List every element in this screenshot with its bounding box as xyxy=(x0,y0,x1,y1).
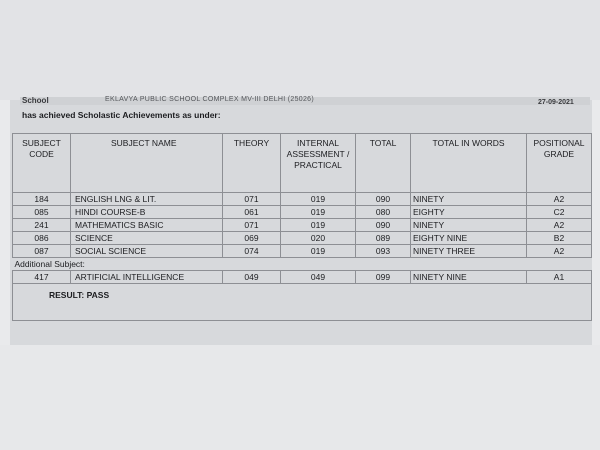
col-total-words: TOTAL IN WORDS xyxy=(411,134,527,193)
table-row xyxy=(13,245,592,258)
total-marks: 099 xyxy=(356,271,411,284)
col-subject-name: SUBJECT NAME xyxy=(71,134,223,193)
positional-grade: A2 xyxy=(527,193,592,206)
positional-grade: A2 xyxy=(527,245,592,258)
result-text: RESULT: PASS xyxy=(13,284,592,321)
total-in-words: EIGHTY NINE xyxy=(411,232,527,245)
theory-marks: 071 xyxy=(223,219,281,232)
total-marks: 089 xyxy=(356,232,411,245)
theory-marks: 069 xyxy=(223,232,281,245)
theory-marks: 074 xyxy=(223,245,281,258)
subject-name: HINDI COURSE-B xyxy=(71,206,223,219)
internal-marks: 020 xyxy=(281,232,356,245)
positional-grade: A1 xyxy=(527,271,592,284)
total-in-words: EIGHTY xyxy=(411,206,527,219)
internal-marks: 019 xyxy=(281,245,356,258)
positional-grade: C2 xyxy=(527,206,592,219)
positional-grade: A2 xyxy=(527,219,592,232)
subject-name: ENGLISH LNG & LIT. xyxy=(71,193,223,206)
subject-code: 184 xyxy=(13,193,71,206)
additional-subject-row xyxy=(13,258,592,271)
internal-marks: 019 xyxy=(281,193,356,206)
school-name: EKLAVYA PUBLIC SCHOOL COMPLEX MV-III DELHI (25026) xyxy=(105,96,314,103)
total-marks: 093 xyxy=(356,245,411,258)
issue-date: 27-09-2021 xyxy=(538,99,574,106)
internal-marks: 019 xyxy=(281,219,356,232)
subject-code: 417 xyxy=(13,271,71,284)
total-in-words: NINETY xyxy=(411,219,527,232)
total-marks: 090 xyxy=(356,193,411,206)
total-in-words: NINETY xyxy=(411,193,527,206)
additional-subject-label: Additional Subject: xyxy=(13,258,592,271)
theory-marks: 049 xyxy=(223,271,281,284)
background-bottom xyxy=(0,345,600,450)
intro-text: has achieved Scholastic Achievements as under: xyxy=(22,110,221,120)
background-top xyxy=(0,0,600,100)
subject-code: 087 xyxy=(13,245,71,258)
table-row xyxy=(13,271,592,284)
subject-code: 085 xyxy=(13,206,71,219)
table-row xyxy=(13,193,592,206)
marks-table xyxy=(12,133,592,321)
subject-code: 086 xyxy=(13,232,71,245)
col-theory: THEORY xyxy=(223,134,281,193)
subject-name: ARTIFICIAL INTELLIGENCE xyxy=(71,271,223,284)
col-grade: POSITIONAL GRADE xyxy=(527,134,592,193)
subject-name: SOCIAL SCIENCE xyxy=(71,245,223,258)
school-label: School xyxy=(22,96,49,105)
col-total: TOTAL xyxy=(356,134,411,193)
positional-grade: B2 xyxy=(527,232,592,245)
subject-name: MATHEMATICS BASIC xyxy=(71,219,223,232)
table-row xyxy=(13,232,592,245)
subject-name: SCIENCE xyxy=(71,232,223,245)
total-marks: 090 xyxy=(356,219,411,232)
table-row xyxy=(13,219,592,232)
total-in-words: NINETY NINE xyxy=(411,271,527,284)
col-internal: INTERNAL ASSESSMENT / PRACTICAL xyxy=(281,134,356,193)
subject-code: 241 xyxy=(13,219,71,232)
theory-marks: 071 xyxy=(223,193,281,206)
table-header-row xyxy=(13,134,592,193)
total-in-words: NINETY THREE xyxy=(411,245,527,258)
table-row xyxy=(13,206,592,219)
total-marks: 080 xyxy=(356,206,411,219)
result-row xyxy=(13,284,592,321)
theory-marks: 061 xyxy=(223,206,281,219)
internal-marks: 019 xyxy=(281,206,356,219)
internal-marks: 049 xyxy=(281,271,356,284)
col-subject-code: SUBJECT CODE xyxy=(13,134,71,193)
